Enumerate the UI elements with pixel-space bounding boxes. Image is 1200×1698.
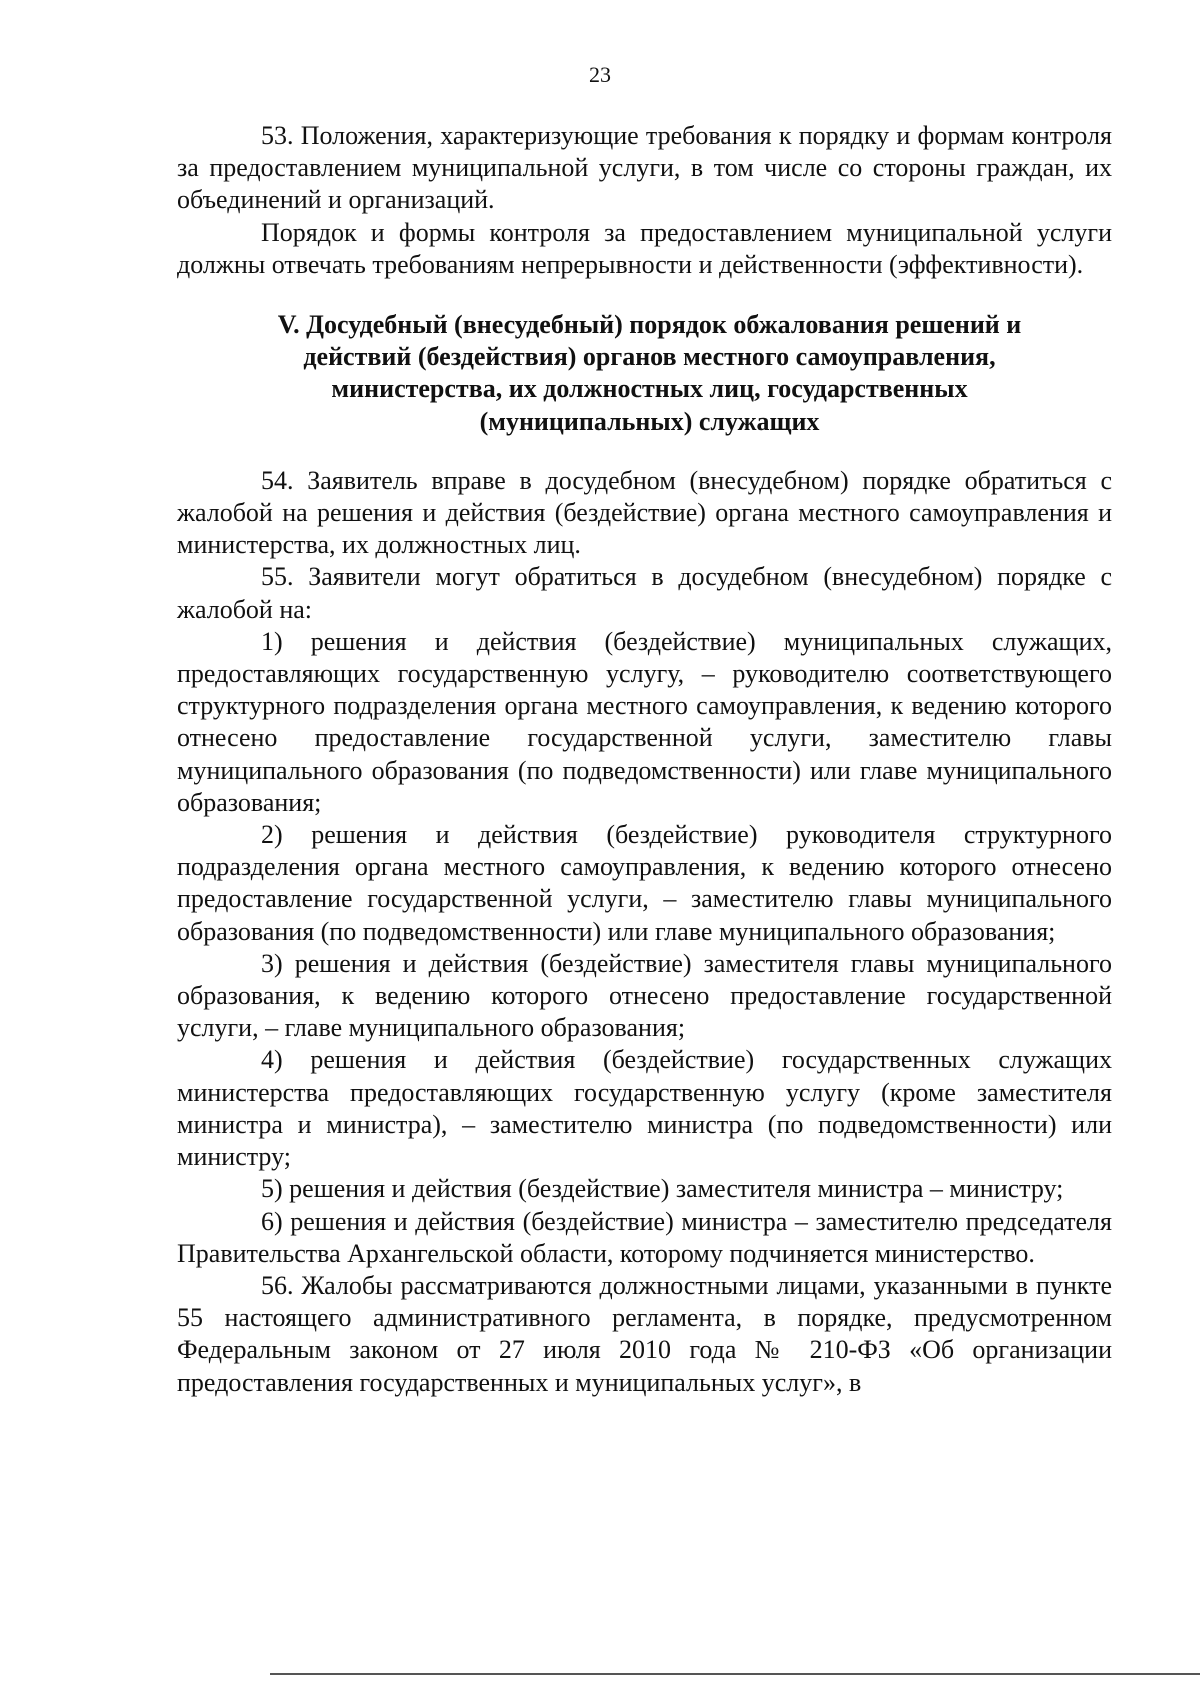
list-item-2: 2) решения и действия (бездействие) руководителя структурного подразделения органа местного самоуправления, к ведению которого отнесено предоставление государственной услуги, – заместителю главы муниципального образования (по подведомственности) или главе муниципального образования;	[177, 820, 1112, 946]
scan-edge-line	[270, 1673, 1200, 1675]
section-heading-line-3: министерства, их должностных лиц, государственных	[331, 374, 968, 404]
section-heading-line-2: действий (бездействия) органов местного самоуправления,	[303, 342, 996, 372]
section-heading-line-1: V. Досудебный (внесудебный) порядок обжалования решений и	[277, 310, 1022, 340]
page-number: 23	[589, 62, 611, 87]
document-body	[177, 120, 1112, 1399]
paragraph-55: 55. Заявители могут обратиться в досудебном (внесудебном) порядке с жалобой на:	[177, 562, 1112, 624]
list-item-1: 1) решения и действия (бездействие) муниципальных служащих, предоставляющих государственную услугу, – руководителю соответствующего структурного подразделения органа местного самоуправления, к ведению которого отнесено предоставление государственной услуги, заместителю главы муниципального образования (по подведомственности) или главе муниципального образования;	[177, 626, 1112, 817]
paragraph-54: 54. Заявитель вправе в досудебном (внесудебном) порядке обратиться с жалобой на решения и действия (бездействие) органа местного самоуправления и министерства, их должностных лиц.	[177, 465, 1112, 560]
list-item-3: 3) решения и действия (бездействие) заместителя главы муниципального образования, к ведению которого отнесено предоставление государственной услуги, – главе муниципального образования;	[177, 948, 1112, 1043]
paragraph-53: 53. Положения, характеризующие требования к порядку и формам контроля за предоставлением муниципальной услуги, в том числе со стороны граждан, их объединений и организаций.	[177, 121, 1112, 215]
paragraph-56: 56. Жалобы рассматриваются должностными лицами, указанными в пункте 55 настоящего административного регламента, в порядке, предусмотренном Федеральным законом от 27 июля 2010 года № 210-ФЗ «Об организации предоставления государственных и муниципальных услуг», в	[177, 1270, 1112, 1397]
section-heading-line-4: (муниципальных) служащих	[479, 406, 820, 436]
list-item-6: 6) решения и действия (бездействие) министра – заместителю председателя Правительства Архангельской области, которому подчиняется министерство.	[177, 1206, 1112, 1268]
list-item-5: 5) решения и действия (бездействие) заместителя министра – министру;	[261, 1174, 1064, 1204]
list-item-4: 4) решения и действия (бездействие) государственных служащих министерства предоставляющих государственную услугу (кроме заместителя министра и министра), – заместителю министра (по подведомственности) или министру;	[177, 1045, 1112, 1172]
section-heading	[177, 309, 1112, 438]
paragraph-53-control: Порядок и формы контроля за предоставлением муниципальной услуги должны отвечать требованиям непрерывности и действенности (эффективности).	[177, 217, 1112, 279]
